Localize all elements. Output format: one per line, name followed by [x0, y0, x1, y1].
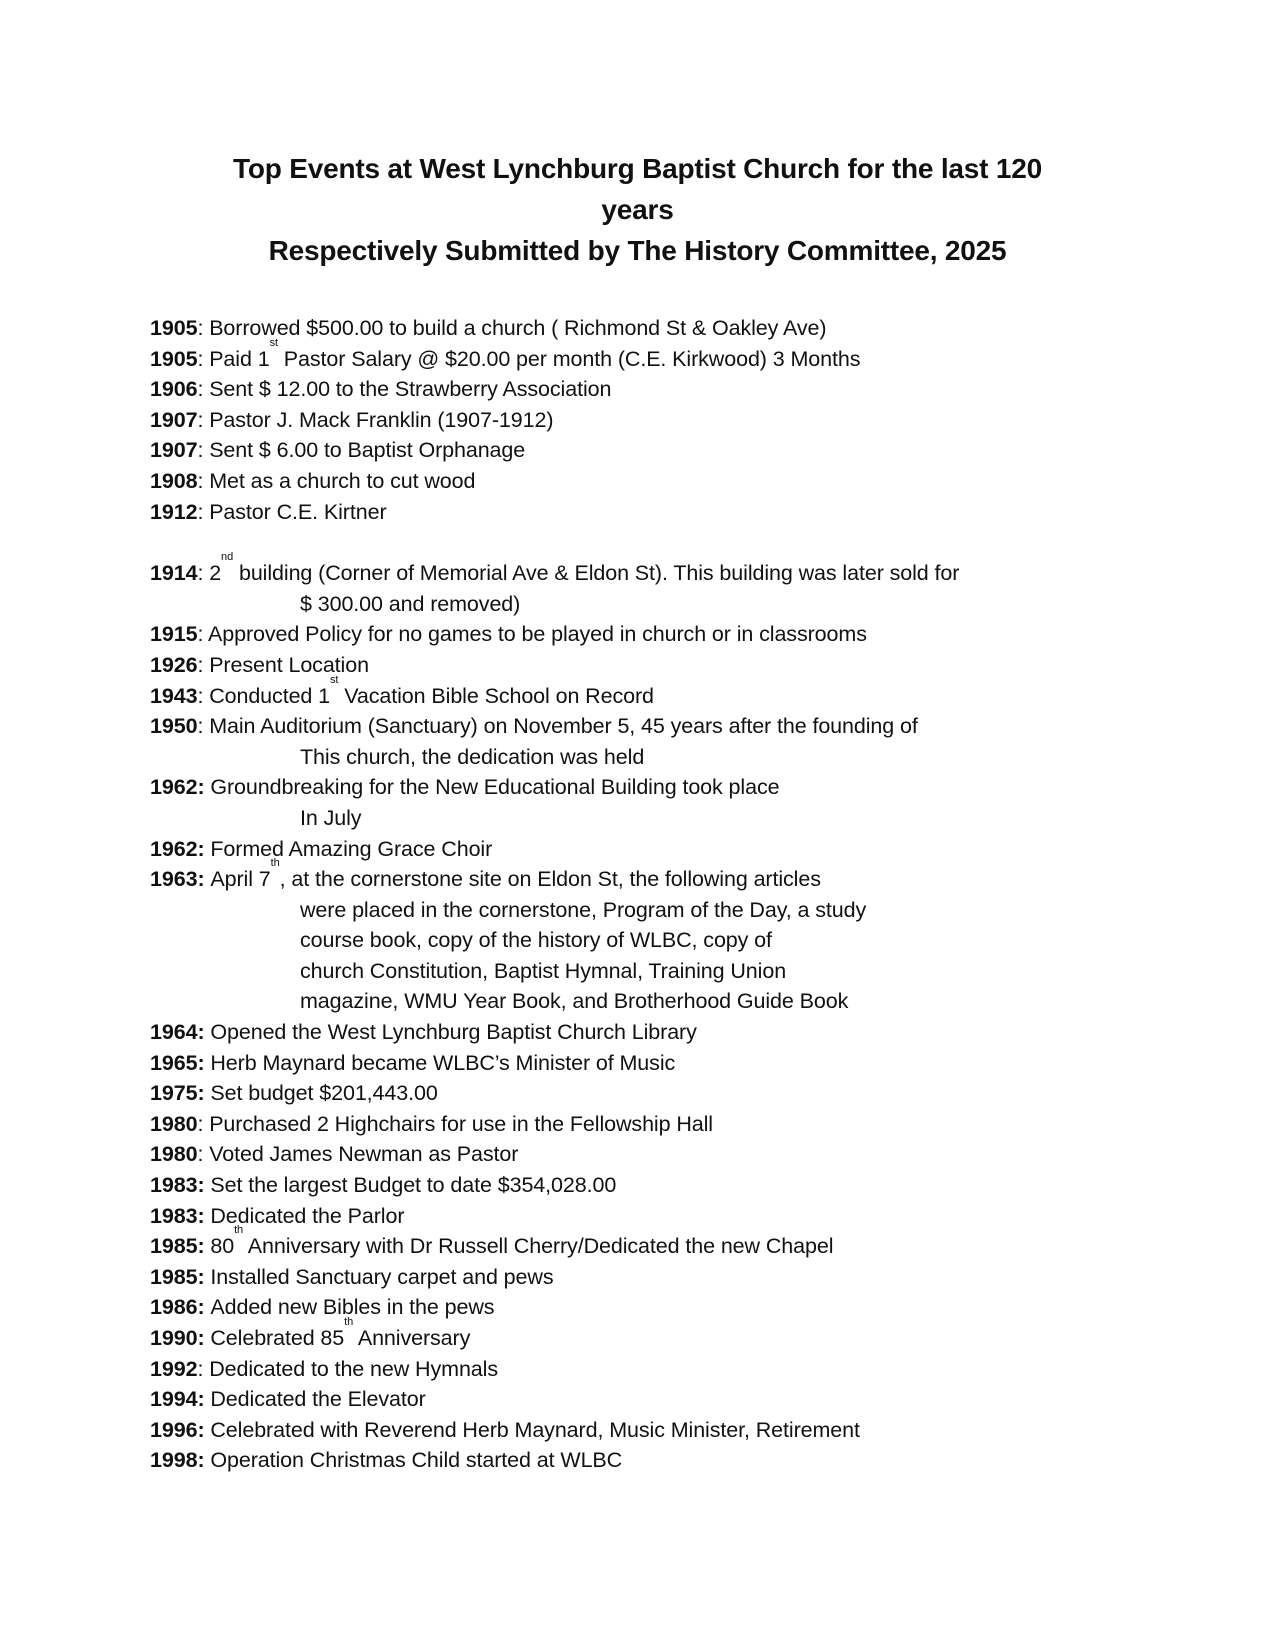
event-description: Voted James Newman as Pastor: [209, 1142, 519, 1167]
event-entry: [150, 1262, 1150, 1293]
event-description: Added new Bibles in the pews: [210, 1295, 495, 1320]
event-description: Sent $ 12.00 to the Strawberry Association: [209, 377, 612, 402]
event-entry: [150, 1415, 1150, 1446]
event-entry: [150, 1292, 1150, 1323]
event-colon: :: [197, 775, 211, 800]
event-colon: :: [197, 499, 210, 524]
event-year: 1994: [150, 1387, 198, 1412]
event-year: 1943: [150, 683, 198, 708]
event-colon: :: [197, 714, 210, 739]
event-description: Operation Christmas Child started at WLBC: [210, 1448, 623, 1473]
event-entry: [150, 374, 1150, 405]
event-entry: [150, 1445, 1150, 1476]
event-colon: :: [197, 438, 210, 463]
event-colon: :: [197, 1142, 210, 1167]
event-entry: [150, 497, 1150, 528]
event-description: Formed Amazing Grace Choir: [210, 836, 493, 861]
event-description: Pastor C.E. Kirtner: [209, 499, 387, 524]
event-year: 1980: [150, 1111, 198, 1136]
title-line: Top Events at West Lynchburg Baptist Church for the last 120: [233, 153, 1042, 184]
event-year: 1905: [150, 316, 198, 340]
event-description: Dedicated to the new Hymnals: [209, 1356, 498, 1381]
event-year: 1950: [150, 714, 198, 739]
event-description: Purchased 2 Highchairs for use in the Fellowship Hall: [209, 1111, 713, 1136]
event-colon: :: [197, 1234, 211, 1259]
event-colon: :: [197, 867, 211, 892]
event-year: 1914: [150, 561, 198, 586]
event-year: 1992: [150, 1356, 198, 1381]
event-description: Present Location: [209, 652, 369, 677]
ordinal-suffix: st: [330, 673, 339, 686]
event-year: 1907: [150, 407, 198, 432]
event-colon: :: [197, 652, 210, 677]
event-description: Borrowed $500.00 to build a church ( Richmond St & Oakley Ave): [209, 316, 827, 340]
event-colon: :: [197, 1387, 211, 1412]
event-entry: [150, 1109, 1150, 1140]
event-year: 1980: [150, 1142, 198, 1167]
event-year: 1912: [150, 499, 198, 524]
event-entry: [150, 772, 1150, 803]
event-description: Set budget $201,443.00: [210, 1081, 438, 1106]
event-description: Main Auditorium (Sanctuary) on November 5, 45 years after the founding of: [209, 714, 918, 739]
event-description: Met as a church to cut wood: [209, 468, 476, 493]
event-colon: :: [197, 1417, 211, 1442]
event-entry: [150, 1139, 1150, 1170]
event-entry: [150, 1224, 1150, 1262]
event-year: 1985: [150, 1234, 198, 1259]
event-entry: [150, 1170, 1150, 1201]
event-entry: [150, 405, 1150, 436]
title-line: years: [601, 194, 674, 225]
event-year: 1975: [150, 1081, 198, 1106]
event-entry: [150, 1048, 1150, 1079]
event-description: Opened the West Lynchburg Baptist Church Library: [210, 1020, 697, 1045]
event-colon: :: [197, 1081, 211, 1106]
event-colon: :: [197, 1264, 211, 1289]
event-description: 80th Anniversary with Dr Russell Cherry/Dedicated the new Chapel: [210, 1224, 834, 1259]
event-year: 1983: [150, 1173, 198, 1198]
event-year: 1963: [150, 867, 198, 892]
event-colon: :: [197, 1050, 211, 1075]
event-entry: [150, 1201, 1150, 1232]
event-continuation-line: course book, copy of the history of WLBC, copy of: [300, 928, 772, 953]
event-colon: :: [197, 1020, 211, 1045]
event-description: Celebrated with Reverend Herb Maynard, Music Minister, Retirement: [210, 1417, 860, 1442]
event-description: Herb Maynard became WLBC’s Minister of Music: [210, 1050, 676, 1075]
event-entry: [150, 673, 1150, 712]
event-year: 1962: [150, 775, 198, 800]
event-list: [150, 313, 1150, 1476]
event-description: Installed Sanctuary carpet and pews: [210, 1264, 554, 1289]
event-year: 1998: [150, 1448, 198, 1473]
event-description: Set the largest Budget to date $354,028.00: [210, 1173, 617, 1198]
event-entry: [150, 313, 1150, 344]
event-entry: [150, 466, 1150, 497]
event-year: 1985: [150, 1264, 198, 1289]
event-entry: [150, 336, 1150, 375]
event-year: 1986: [150, 1295, 198, 1320]
ordinal-suffix: th: [234, 1224, 244, 1237]
event-year: 1926: [150, 652, 198, 677]
event-entry: [150, 834, 1150, 865]
event-colon: :: [197, 468, 210, 493]
event-description: Groundbreaking for the New Educational Building took place: [210, 775, 780, 800]
event-entry: [150, 1017, 1150, 1048]
event-colon: :: [197, 1295, 211, 1320]
event-entry: [150, 1384, 1150, 1415]
event-continuation-line: In July: [300, 805, 362, 830]
event-description: Sent $ 6.00 to Baptist Orphanage: [209, 438, 526, 463]
event-colon: :: [197, 377, 210, 402]
event-colon: :: [197, 1356, 210, 1381]
event-description: Dedicated the Elevator: [210, 1387, 426, 1412]
title-line: Respectively Submitted by The History Committee, 2025: [268, 235, 1007, 266]
event-colon: :: [197, 561, 210, 586]
event-continuation-line: magazine, WMU Year Book, and Brotherhood Guide Book: [300, 989, 849, 1014]
event-year: 1905: [150, 346, 198, 371]
event-year: 1906: [150, 377, 198, 402]
event-description: 2nd building (Corner of Memorial Ave & Eldon St). This building was later sold for: [209, 551, 960, 586]
event-year: 1990: [150, 1326, 198, 1350]
document-title: [150, 148, 1125, 271]
event-year: 1907: [150, 438, 198, 463]
event-colon: :: [197, 346, 210, 371]
ordinal-suffix: th: [270, 857, 280, 870]
event-year: 1915: [150, 622, 198, 647]
event-colon: :: [197, 1448, 211, 1473]
event-continuation-line: were placed in the cornerstone, Program of the Day, a study: [300, 897, 867, 922]
event-year: 1962: [150, 836, 198, 861]
ordinal-suffix: th: [344, 1316, 354, 1328]
event-description: April 7th, at the cornerstone site on Eldon St, the following articles: [210, 857, 821, 892]
event-colon: :: [197, 1111, 210, 1136]
event-description: Paid 1st Pastor Salary @ $20.00 per month (C.E. Kirkwood) 3 Months: [209, 336, 861, 371]
event-colon: :: [197, 1203, 211, 1228]
section-gap: [150, 527, 1150, 558]
event-colon: :: [197, 1173, 211, 1198]
event-colon: :: [197, 836, 211, 861]
event-description: Approved Policy for no games to be played in church or in classrooms: [208, 622, 867, 647]
event-entry: [150, 711, 1150, 742]
event-entry: [150, 650, 1150, 681]
event-year: 1965: [150, 1050, 198, 1075]
ordinal-suffix: st: [269, 336, 278, 349]
event-year: 1964: [150, 1020, 198, 1045]
event-entry: [150, 619, 1150, 650]
event-entry: [150, 857, 1150, 895]
event-colon: :: [197, 622, 208, 647]
event-entry: [150, 1354, 1150, 1385]
event-colon: :: [197, 683, 210, 708]
event-entry: [150, 435, 1150, 466]
event-description: Pastor J. Mack Franklin (1907-1912): [209, 407, 554, 432]
event-continuation-line: This church, the dedication was held: [300, 744, 645, 769]
event-colon: :: [197, 1326, 211, 1350]
ordinal-suffix: nd: [221, 551, 234, 564]
event-colon: :: [197, 316, 210, 340]
event-year: 1996: [150, 1417, 198, 1442]
event-year: 1908: [150, 468, 198, 493]
event-description: Celebrated 85th Anniversary: [210, 1316, 471, 1350]
event-description: Conducted 1st Vacation Bible School on Record: [209, 673, 654, 708]
event-entry: [150, 1078, 1150, 1109]
event-entry: [150, 551, 1150, 589]
event-continuation-line: $ 300.00 and removed): [300, 591, 521, 616]
event-continuation-line: church Constitution, Baptist Hymnal, Training Union: [300, 958, 787, 983]
event-year: 1983: [150, 1203, 198, 1228]
event-description: Dedicated the Parlor: [210, 1203, 405, 1228]
event-entry: [150, 1316, 1150, 1354]
event-colon: :: [197, 407, 210, 432]
